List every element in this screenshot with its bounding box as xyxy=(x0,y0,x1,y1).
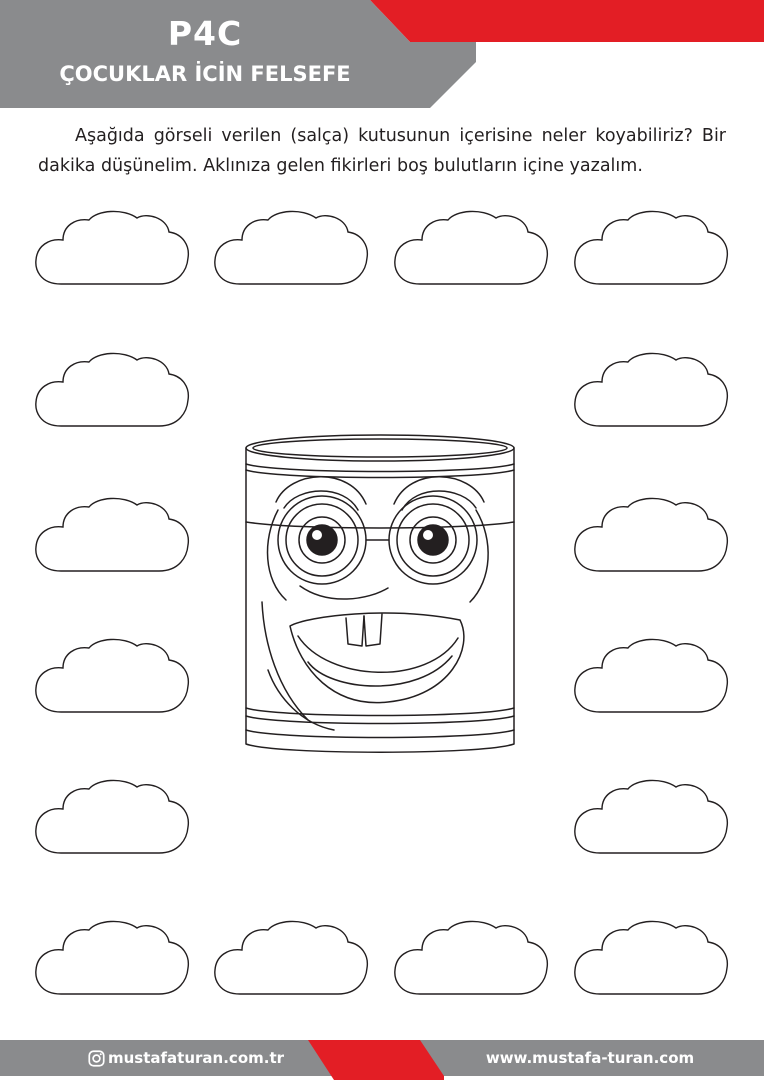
idea-cloud[interactable] xyxy=(572,918,730,1000)
idea-cloud[interactable] xyxy=(212,208,370,290)
footer-website-link: www.mustafa-turan.com xyxy=(485,1049,695,1067)
footer-website[interactable] xyxy=(470,1041,710,1075)
idea-cloud[interactable] xyxy=(33,918,191,1000)
header-red-stripe xyxy=(370,0,764,42)
idea-cloud[interactable] xyxy=(33,777,191,859)
idea-cloud[interactable] xyxy=(33,350,191,432)
smiling-can-face-icon xyxy=(238,430,522,756)
instructions-text: Aşağıda görseli verilen (salça) kutusunun içerisine neler koyabiliriz? Bir dakika düşünelim. Aklınıza gelen fikirleri boş bulutların içine yazalım. xyxy=(38,126,726,176)
can-face xyxy=(262,477,488,730)
idea-cloud[interactable] xyxy=(572,636,730,718)
can-body xyxy=(246,435,514,752)
idea-cloud[interactable] xyxy=(33,208,191,290)
footer-instagram[interactable] xyxy=(88,1041,284,1075)
idea-cloud[interactable] xyxy=(572,495,730,577)
instagram-icon xyxy=(88,1050,105,1067)
idea-cloud[interactable] xyxy=(212,918,370,1000)
idea-cloud[interactable] xyxy=(392,918,550,1000)
idea-cloud[interactable] xyxy=(572,350,730,432)
idea-cloud[interactable] xyxy=(392,208,550,290)
page-title: P4C xyxy=(167,14,243,53)
idea-cloud[interactable] xyxy=(33,495,191,577)
idea-cloud[interactable] xyxy=(572,208,730,290)
page-subtitle: ÇOCUKLAR İCİN FELSEFE xyxy=(59,62,351,86)
idea-cloud[interactable] xyxy=(572,777,730,859)
footer-instagram-handle: mustafaturan.com.tr xyxy=(108,1049,285,1067)
idea-cloud[interactable] xyxy=(33,636,191,718)
